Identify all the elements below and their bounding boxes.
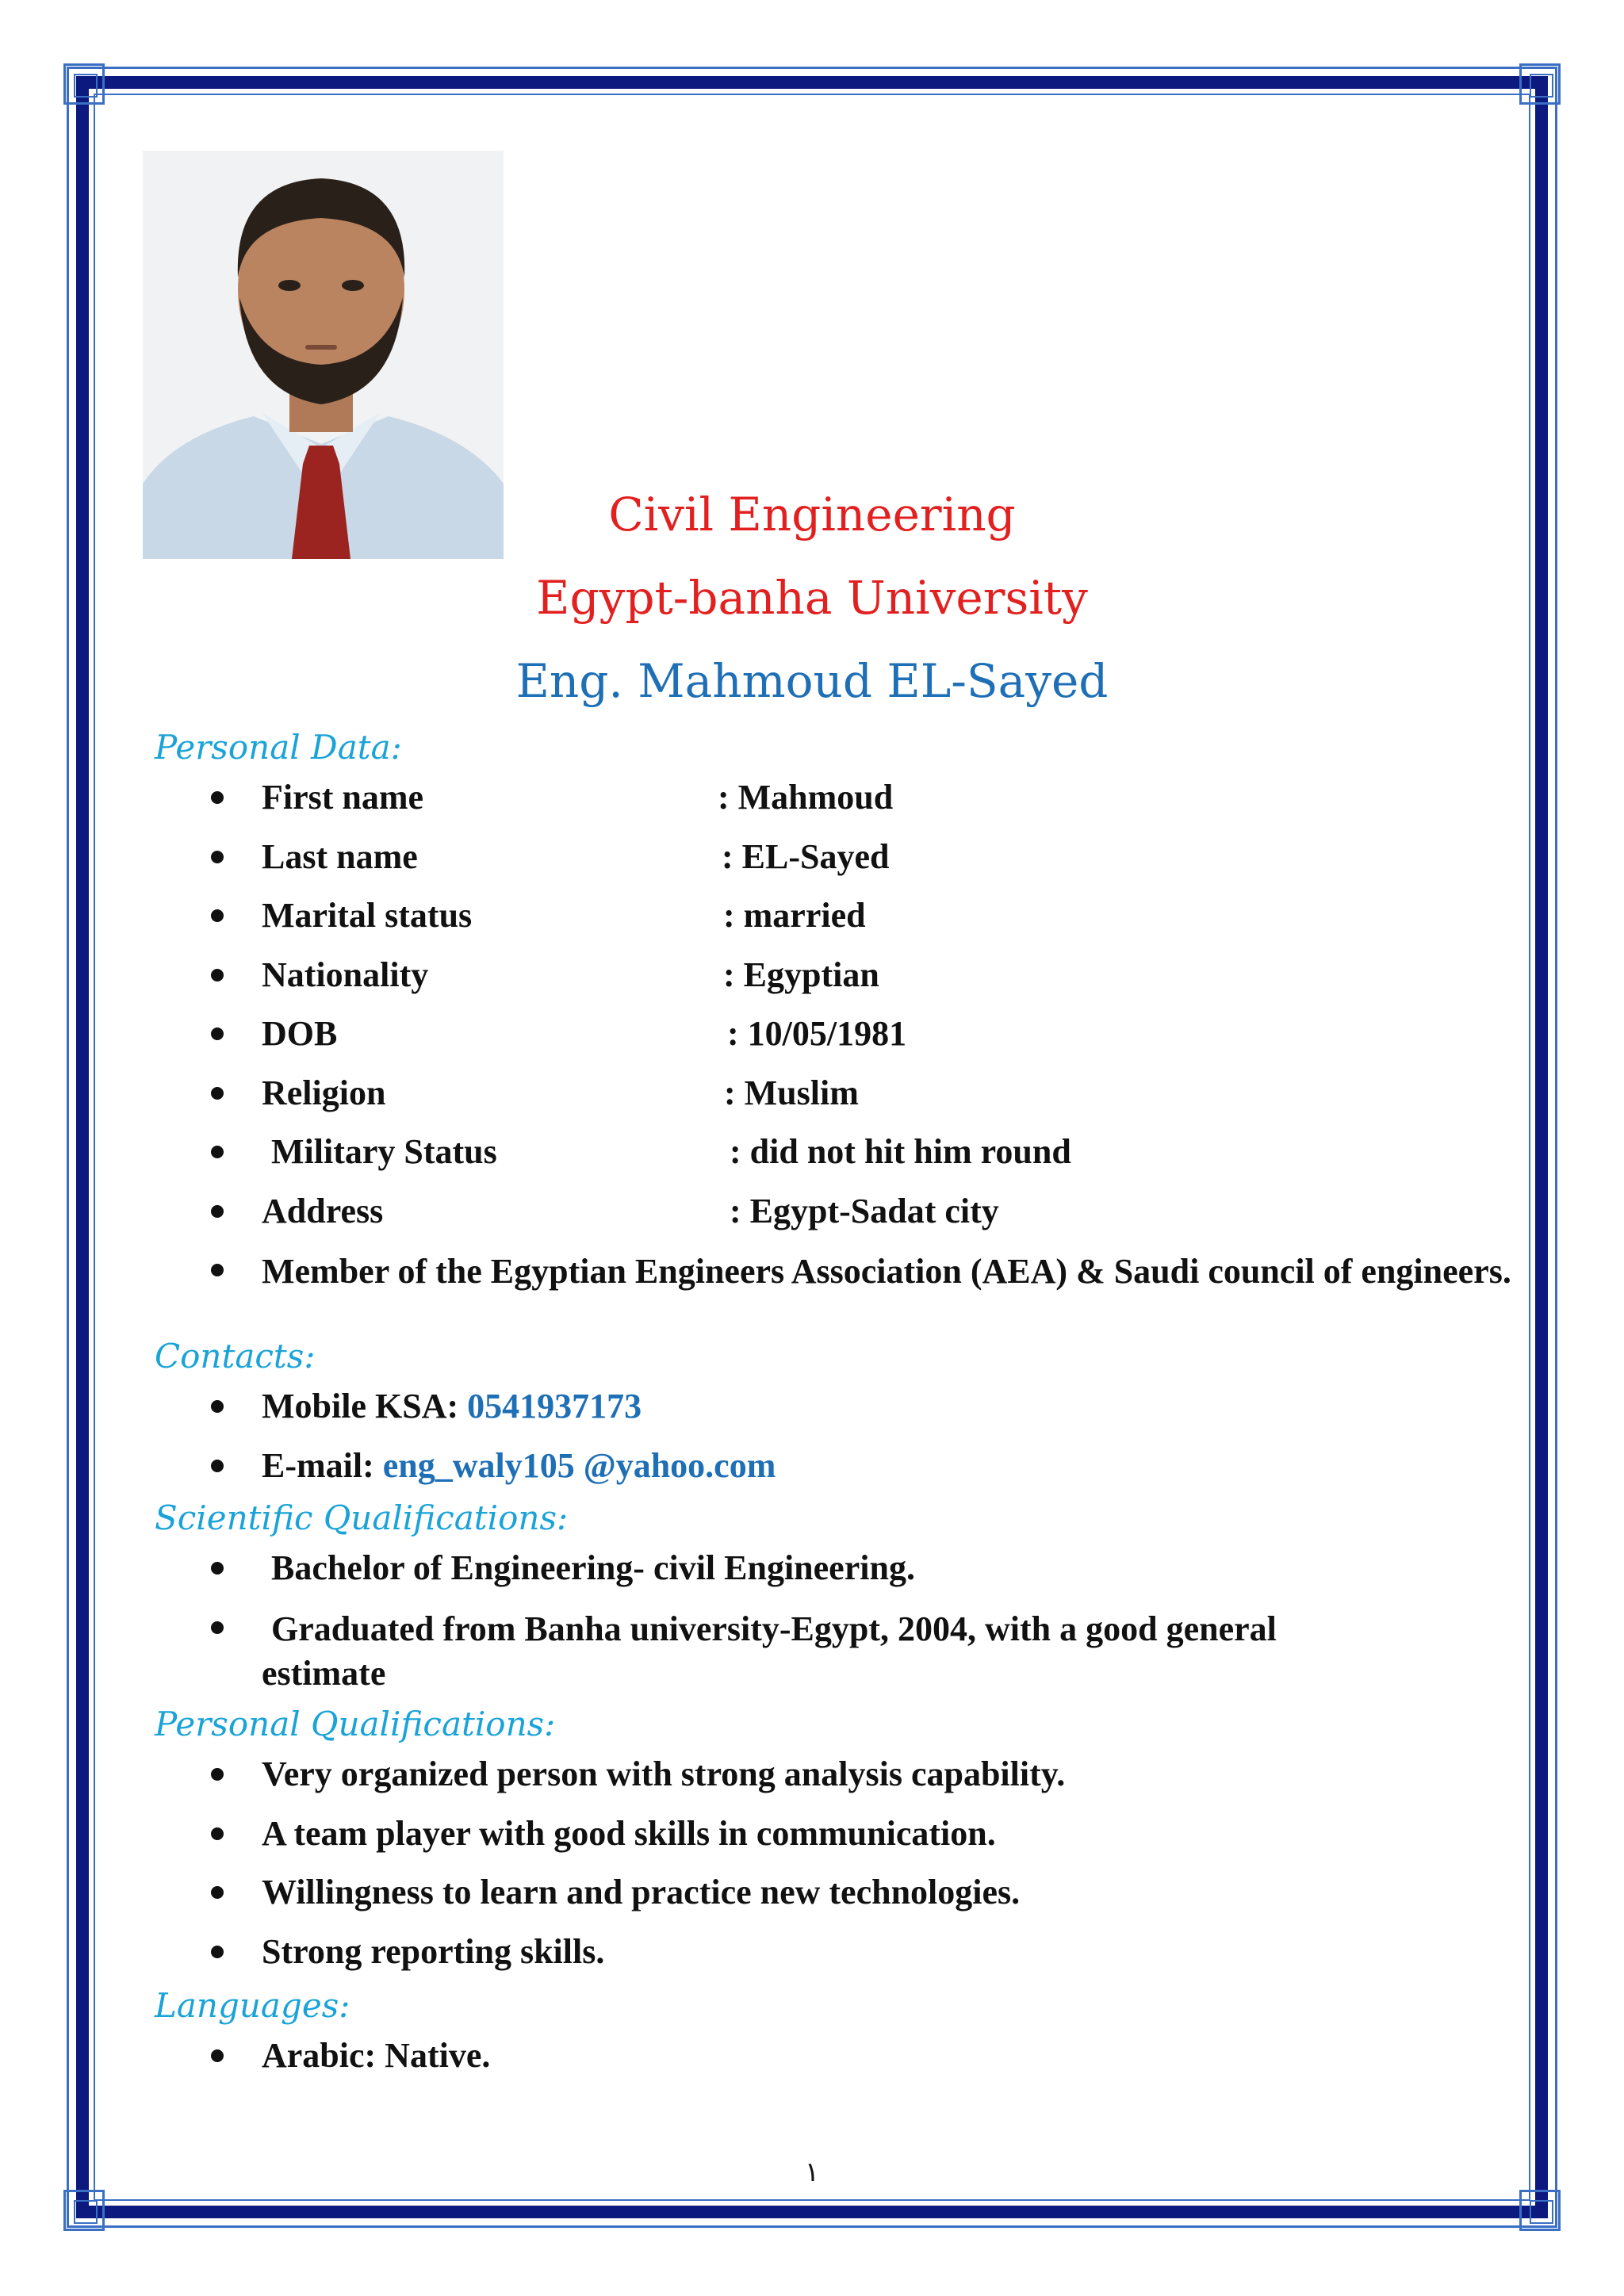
membership-text: Member of the Egyptian Engineers Association (AEA) & Saudi council of engineers. <box>262 1252 1511 1291</box>
section-title-personal-qualifications: Personal Qualifications: <box>155 1705 556 1743</box>
field-value: : Muslim <box>724 1073 859 1112</box>
field-value: : Mahmoud <box>718 778 894 817</box>
list-item <box>214 777 1467 836</box>
section-title-contacts: Contacts: <box>155 1337 316 1376</box>
field-value: : did not hit him round <box>730 1132 1071 1171</box>
field-value: : Egyptian <box>723 955 879 994</box>
section-title-personal: Personal Data: <box>155 728 402 767</box>
field-value: : 10/05/1981 <box>727 1014 907 1053</box>
section-title-languages: Languages: <box>155 1986 350 2025</box>
field-value: : married <box>723 896 866 935</box>
email-link[interactable]: eng_waly105 @yahoo.com <box>382 1445 776 1485</box>
list-item <box>214 1607 1356 1696</box>
section-title-scientific: Scientific Qualifications: <box>155 1498 569 1537</box>
list-item <box>214 895 1467 955</box>
field-label: Last name <box>262 836 418 876</box>
scientific-list <box>214 1548 1356 1696</box>
list-item <box>214 1073 1467 1132</box>
field-label: DOB <box>262 1014 338 1053</box>
field-label: Nationality <box>262 955 429 994</box>
qualification-text: Bachelor of Engineering- civil Engineering. <box>271 1548 915 1587</box>
header-field: Civil Engineering <box>608 488 1016 541</box>
border-corner-ornament <box>63 63 105 105</box>
personal-data-list <box>214 777 1511 1294</box>
list-item <box>214 1131 1467 1191</box>
border-corner-ornament <box>63 2190 105 2231</box>
email-label: E-mail: <box>262 1445 374 1485</box>
page-number: ١ <box>804 2158 820 2187</box>
qualification-text: Graduated from Banha university-Egypt, 2004, with a good general estimate <box>262 1609 1277 1693</box>
field-label: Religion <box>262 1073 386 1112</box>
field-label: Address <box>262 1191 384 1230</box>
list-item <box>214 955 1467 1014</box>
list-item <box>214 1191 1467 1250</box>
mobile-number[interactable]: 0541937173 <box>467 1387 642 1425</box>
field-label: Military Status <box>271 1132 497 1171</box>
field-value: : EL-Sayed <box>722 836 890 876</box>
list-item <box>214 836 1467 896</box>
border-corner-ornament <box>1519 2190 1561 2231</box>
list-item <box>214 1249 1511 1294</box>
field-label: First name <box>262 778 424 817</box>
header-name: Eng. Mahmoud EL-Sayed <box>515 654 1109 708</box>
border-corner-ornament <box>1519 63 1561 105</box>
header-university: Egypt-banha University <box>536 571 1088 625</box>
list-item <box>214 1548 1356 1607</box>
mobile-label: Mobile KSA: <box>262 1387 459 1425</box>
field-label: Marital status <box>262 896 473 935</box>
list-item <box>214 1013 1467 1073</box>
field-value: : Egypt-Sadat city <box>730 1191 999 1230</box>
